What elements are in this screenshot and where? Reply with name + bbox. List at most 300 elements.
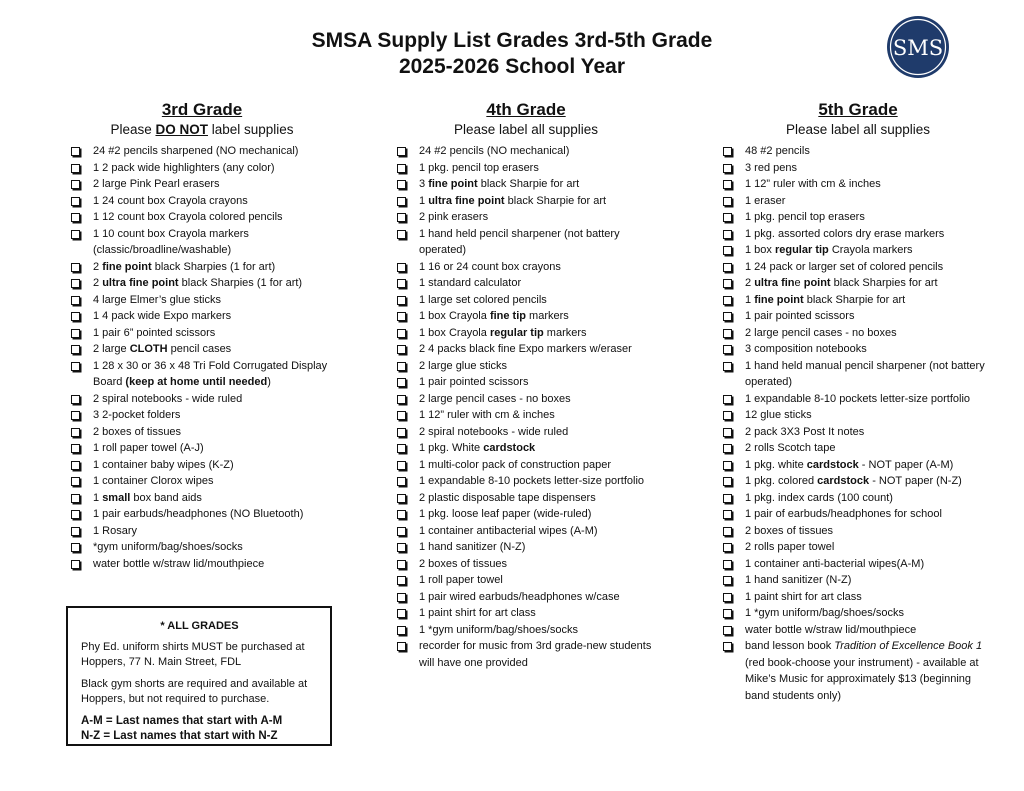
supply-item-bold: regular tip: [489, 326, 544, 339]
grade-5-title: 5th Grade: [818, 100, 898, 119]
supply-item: [396, 374, 656, 391]
checkbox-icon: [723, 164, 732, 173]
checkbox-icon: [397, 411, 406, 420]
grade-3-subtitle-post: label supplies: [207, 122, 294, 137]
grade-5-header: [722, 100, 994, 139]
supply-item: [70, 506, 334, 523]
checkbox-icon: [723, 444, 732, 453]
supply-item: [70, 440, 334, 457]
supply-item-post: black Sharpie for art: [477, 178, 580, 190]
school-logo-icon: [886, 15, 950, 79]
supply-item-bold: cardstock: [817, 475, 870, 487]
checkbox-icon: [723, 279, 732, 288]
checkbox-icon: [71, 411, 80, 420]
checkbox-icon: [723, 626, 732, 635]
checkbox-icon: [397, 197, 406, 206]
checkbox-icon: [397, 296, 406, 305]
supply-item-text: 1 hand held pencil sharpener (not battery operated): [419, 227, 620, 256]
grade-4-column: [396, 100, 656, 671]
supply-item-text: 1 multi-color pack of construction paper: [419, 458, 611, 471]
supply-item-text: 1 expandable 8-10 pockets letter-size portfolio: [419, 475, 645, 487]
supply-item-text: 1 12” ruler with cm & inches: [419, 409, 555, 421]
supply-item: [722, 275, 994, 292]
supply-item: [722, 605, 994, 622]
checkbox-icon: [397, 378, 406, 387]
supply-item-post: Crayola markers: [828, 244, 913, 256]
supply-item-text: 1 pkg. pencil top erasers: [419, 161, 539, 174]
supply-item-text: 2 spiral notebooks - wide ruled: [419, 425, 569, 438]
checkbox-icon: [397, 279, 406, 288]
supply-item-text: 24 #2 pencils sharpened (NO mechanical): [93, 145, 299, 157]
supply-item: [722, 209, 994, 226]
supply-item-text: 1 24 count box Crayola crayons: [93, 194, 248, 207]
checkbox-icon: [71, 428, 80, 437]
supply-item-text: 1 10 count box Crayola markers (classic/broadline/washable): [93, 227, 249, 256]
checkbox-icon: [397, 543, 406, 552]
supply-item: [396, 143, 656, 160]
supply-item: [722, 325, 994, 342]
supply-item-text: 1 roll paper towel: [419, 574, 503, 586]
supply-item: [396, 358, 656, 375]
supply-item-text: 1 12” ruler with cm & inches: [745, 178, 881, 190]
supply-item-text: *gym uniform/bag/shoes/socks: [93, 541, 243, 553]
checkbox-icon: [397, 560, 406, 569]
supply-item-text: recorder for music from 3rd grade-new students will have one provided: [419, 640, 652, 669]
checkbox-icon: [723, 411, 732, 420]
checkbox-icon: [397, 362, 406, 371]
checkbox-icon: [397, 494, 406, 503]
supply-item-bold: fine point: [754, 293, 804, 306]
supply-item-text: 1 pair of earbuds/headphones for school: [745, 508, 942, 520]
supply-item: [722, 292, 994, 309]
supply-item-bold: fine point: [428, 178, 478, 190]
supply-item: [722, 407, 994, 424]
supply-item-text: water bottle w/straw lid/mouthpiece: [745, 623, 917, 636]
supply-item-text: 1 16 or 24 count box crayons: [419, 260, 561, 273]
supply-item: [722, 440, 994, 457]
supply-item: [396, 407, 656, 424]
checkbox-icon: [71, 560, 80, 569]
checkbox-icon: [723, 197, 732, 206]
notes-gym-shorts: Black gym shorts are required and available at Hoppers, but not required to purchase.: [81, 678, 308, 705]
supply-item-text: 1 container Clorox wipes: [93, 475, 214, 487]
supply-item: [396, 292, 656, 309]
supply-item: [70, 391, 334, 408]
supply-item-pre: 1 pkg. white: [745, 458, 807, 471]
supply-item: [70, 424, 334, 441]
supply-item-post: black Sharpies (1 for art): [151, 260, 276, 273]
supply-item-text: 1 container antibacterial wipes (A-M): [419, 524, 598, 537]
supply-item-text: 48 #2 pencils: [745, 145, 810, 157]
checkbox-icon: [71, 345, 80, 354]
supply-item: [70, 143, 334, 160]
grade-3-subtitle-emphasis: DO NOT: [155, 122, 208, 137]
supply-item-text: 1 *gym uniform/bag/shoes/socks: [745, 607, 904, 619]
checkbox-icon: [71, 312, 80, 321]
supply-item-text: 1 paint shirt for art class: [419, 607, 536, 619]
supply-item-text: 2 spiral notebooks - wide ruled: [93, 392, 243, 405]
checkbox-icon: [723, 329, 732, 338]
supply-item-text: 1 roll paper towel (A-J): [93, 442, 204, 454]
supply-item: [396, 440, 656, 457]
supply-item: [396, 490, 656, 507]
checkbox-icon: [71, 329, 80, 338]
supply-item-text: 1 hand sanitizer (N-Z): [745, 574, 852, 586]
supply-item-text: 1 pair earbuds/headphones (NO Bluetooth): [93, 508, 304, 520]
supply-item: [70, 358, 334, 391]
checkbox-icon: [397, 263, 406, 272]
supply-item-text: 1 pair 6” pointed scissors: [93, 326, 216, 339]
supply-item: [70, 325, 334, 342]
supply-item: [722, 523, 994, 540]
supply-item-text: 1 eraser: [745, 194, 786, 207]
supply-item: [70, 523, 334, 540]
title-line-1: SMSA Supply List Grades 3rd-5th Grade: [311, 29, 713, 52]
supply-item-pre: 2 large: [93, 343, 130, 355]
supply-item-bold: fine point: [102, 260, 152, 273]
supply-item-bold: ultra fin: [754, 277, 795, 289]
supply-item: [70, 209, 334, 226]
checkbox-icon: [397, 527, 406, 536]
checkbox-icon: [723, 477, 732, 486]
checkbox-icon: [723, 576, 732, 585]
supply-item-text: 1 12 count box Crayola colored pencils: [93, 211, 283, 223]
supply-item: [396, 275, 656, 292]
checkbox-icon: [71, 230, 80, 239]
checkbox-icon: [71, 461, 80, 470]
supply-item: [722, 589, 994, 606]
supply-item-text: 2 large Pink Pearl erasers: [93, 178, 220, 190]
title-line-2: 2025-2026 School Year: [398, 55, 626, 78]
supply-item-post: ): [267, 376, 271, 388]
supply-item-text: 1 pkg. assorted colors dry erase markers: [745, 227, 945, 240]
supply-item-text: 1 pkg. index cards (100 count): [745, 491, 893, 504]
checkbox-icon: [397, 444, 406, 453]
supply-item-text: 2 boxes of tissues: [93, 425, 182, 438]
supply-item: [396, 605, 656, 622]
logo-text: SMS: [892, 36, 944, 60]
supply-item-text: 3 red pens: [745, 161, 797, 174]
supply-item-text: 2 large pencil cases - no boxes: [745, 326, 897, 339]
supply-item-pre: 1 box Crayola: [419, 310, 490, 322]
checkbox-icon: [723, 296, 732, 305]
supply-item: [722, 473, 994, 490]
supply-item: [70, 275, 334, 292]
supply-item: [722, 424, 994, 441]
supply-item: [70, 259, 334, 276]
supply-item: [722, 176, 994, 193]
checkbox-icon: [397, 230, 406, 239]
supply-item-pre: 1 pkg. colored: [745, 475, 818, 487]
checkbox-icon: [723, 395, 732, 404]
checkbox-icon: [397, 510, 406, 519]
checkbox-icon: [397, 345, 406, 354]
supply-item-text: 12 glue sticks: [745, 409, 812, 421]
supply-item: [70, 176, 334, 193]
supply-item-text: 2 large glue sticks: [419, 359, 508, 372]
supply-item: [70, 308, 334, 325]
supply-item: [70, 539, 334, 556]
supply-item-pre: 1: [419, 194, 429, 207]
checkbox-icon: [723, 642, 732, 651]
supply-item-bold2: point: [803, 277, 831, 289]
checkbox-icon: [723, 593, 732, 602]
supply-item-bold: ultra fine point: [428, 194, 505, 207]
supply-item: [722, 341, 994, 358]
checkbox-icon: [723, 560, 732, 569]
supply-item: [722, 556, 994, 573]
supply-item: [396, 259, 656, 276]
supply-item-text: 1 container baby wipes (K-Z): [93, 458, 234, 471]
supply-item-text: 1 pkg. loose leaf paper (wide-ruled): [419, 508, 592, 520]
checkbox-icon: [397, 609, 406, 618]
supply-item-text: 1 standard calculator: [419, 277, 522, 289]
supply-item: [722, 160, 994, 177]
checkbox-icon: [71, 543, 80, 552]
supply-item: [396, 160, 656, 177]
checkbox-icon: [397, 213, 406, 222]
checkbox-icon: [397, 593, 406, 602]
supply-item-bold: (keep at home until needed: [125, 376, 268, 388]
supply-item-text: 2 boxes of tissues: [419, 557, 508, 570]
grade-3-title: 3rd Grade: [161, 100, 243, 119]
supply-item-post: - NOT paper (N-Z): [869, 475, 962, 487]
supply-item-text: 1 pair pointed scissors: [745, 310, 855, 322]
supply-item-text: 1 paint shirt for art class: [745, 590, 862, 603]
supply-item-text: 1 container anti-bacterial wipes(A-M): [745, 557, 925, 570]
supply-item-post: pencil cases: [167, 343, 232, 355]
grade-5-column: [722, 100, 994, 704]
supply-item: [70, 341, 334, 358]
checkbox-icon: [397, 461, 406, 470]
supply-item-post: black Sharpies (1 for art): [178, 277, 303, 289]
checkbox-icon: [71, 510, 80, 519]
supply-item-text: 2 pack 3X3 Post It notes: [745, 425, 865, 438]
supply-item-pre: 3: [419, 178, 429, 190]
supply-item-post: black Sharpie for art: [504, 194, 607, 207]
checkbox-icon: [723, 345, 732, 354]
supply-item: [722, 572, 994, 589]
supply-item-post: black Sharpie for art: [803, 293, 906, 306]
supply-item-text: 1 Rosary: [93, 524, 138, 537]
checkbox-icon: [397, 428, 406, 437]
supply-item-bold: small: [102, 491, 131, 504]
supply-item: [396, 424, 656, 441]
notes-title: * ALL GRADES: [160, 620, 239, 632]
supply-item-pre: 1: [93, 491, 103, 504]
grade-4-header: [396, 100, 656, 139]
supply-item-pre: 2: [93, 260, 103, 273]
checkbox-icon: [723, 428, 732, 437]
supply-item: [70, 490, 334, 507]
grade-3-subtitle-pre: Please: [110, 122, 156, 137]
supply-item: [722, 490, 994, 507]
supply-item-text: 3 2-pocket folders: [93, 409, 181, 421]
grade-3-header: [70, 100, 334, 139]
checkbox-icon: [723, 543, 732, 552]
checkbox-icon: [397, 626, 406, 635]
supply-item: [722, 143, 994, 160]
checkbox-icon: [723, 312, 732, 321]
notes-key-n-z: N-Z = Last names that start with N-Z: [81, 729, 278, 742]
checkbox-icon: [723, 510, 732, 519]
supply-item: [722, 226, 994, 243]
supply-item-bold: ultra fine point: [102, 277, 179, 289]
checkbox-icon: [397, 477, 406, 486]
supply-item: [722, 193, 994, 210]
supply-item: [722, 308, 994, 325]
all-grades-notes-box: [66, 606, 332, 746]
supply-item-bold: CLOTH: [129, 343, 168, 355]
supply-item: [70, 292, 334, 309]
supply-item: [396, 325, 656, 342]
grade-3-supply-list: [70, 143, 334, 572]
checkbox-icon: [397, 329, 406, 338]
supply-item-text: 2 boxes of tissues: [745, 524, 834, 537]
grade-3-column: [70, 100, 334, 572]
supply-item-text: 1 pair wired earbuds/headphones w/case: [419, 590, 620, 603]
checkbox-icon: [723, 461, 732, 470]
supply-item: [396, 523, 656, 540]
supply-item-text: 1 hand held manual pencil sharpener (not battery operated): [745, 359, 985, 388]
supply-item: [70, 160, 334, 177]
supply-item-bold: cardstock: [483, 442, 536, 454]
supply-item-bold: fine tip: [489, 310, 526, 322]
supply-item: [396, 308, 656, 325]
checkbox-icon: [723, 609, 732, 618]
checkbox-icon: [723, 147, 732, 156]
supply-item: [396, 638, 656, 671]
supply-item: [722, 638, 994, 704]
supply-item-post: box band aids: [130, 491, 202, 504]
notes-uniform-shirts: Phy Ed. uniform shirts MUST be purchased at Hoppers, 77 N. Main Street, FDL: [81, 641, 305, 668]
supply-item-text: 1 4 pack wide Expo markers: [93, 310, 232, 322]
supply-item: [722, 358, 994, 391]
checkbox-icon: [71, 180, 80, 189]
supply-item-pre: 1 box: [745, 244, 775, 256]
supply-item: [396, 622, 656, 639]
supply-item-text: 1 24 pack or larger set of colored pencils: [745, 260, 944, 273]
supply-item-text: 1 pair pointed scissors: [419, 376, 529, 388]
supply-item: [722, 622, 994, 639]
checkbox-icon: [723, 263, 732, 272]
grade-5-supply-list: [722, 143, 994, 704]
supply-item: [722, 506, 994, 523]
checkbox-icon: [71, 263, 80, 272]
supply-item-text: 1 2 pack wide highlighters (any color): [93, 161, 275, 174]
supply-item-text: 1 large set colored pencils: [419, 293, 547, 306]
supply-item: [70, 473, 334, 490]
checkbox-icon: [397, 312, 406, 321]
supply-item-text: 3 composition notebooks: [745, 343, 867, 355]
notes-key-a-m: A-M = Last names that start with A-M: [81, 715, 283, 727]
supply-item-pre: 2: [93, 277, 103, 289]
supply-item-text: 1 pkg. pencil top erasers: [745, 211, 865, 223]
supply-item: [396, 226, 656, 259]
supply-item: [722, 391, 994, 408]
supply-item: [70, 407, 334, 424]
checkbox-icon: [723, 180, 732, 189]
supply-item: [396, 589, 656, 606]
checkbox-icon: [723, 527, 732, 536]
checkbox-icon: [397, 164, 406, 173]
supply-item-post: - NOT paper (A-M): [858, 458, 954, 471]
supply-item-text: 1 hand sanitizer (N-Z): [419, 541, 526, 553]
supply-item-text: 24 #2 pencils (NO mechanical): [419, 145, 570, 157]
checkbox-icon: [71, 395, 80, 404]
supply-item-text: water bottle w/straw lid/mouthpiece: [93, 557, 265, 570]
supply-item-post: markers: [543, 326, 587, 339]
checkbox-icon: [71, 527, 80, 536]
grade-4-subtitle: Please label all supplies: [453, 122, 599, 137]
checkbox-icon: [71, 164, 80, 173]
supply-item-post: markers: [526, 310, 569, 322]
supply-item: [396, 556, 656, 573]
checkbox-icon: [723, 362, 732, 371]
checkbox-icon: [397, 180, 406, 189]
supply-item: [722, 259, 994, 276]
checkbox-icon: [723, 213, 732, 222]
supply-item: [396, 572, 656, 589]
supply-item: [722, 242, 994, 259]
supply-item-italic: Tradition of Excellence Book 1: [834, 640, 983, 652]
grade-4-supply-list: [396, 143, 656, 671]
supply-item-post: (red book-choose your instrument) - available at Mike’s Music for approximately $13 (beginning band students only): [745, 656, 979, 702]
supply-item-post: e: [794, 277, 804, 289]
supply-item-text: 4 large Elmer’s glue sticks: [93, 293, 221, 306]
supply-item-post-rest: black Sharpies for art: [830, 277, 938, 289]
supply-item-text: 1 *gym uniform/bag/shoes/socks: [419, 623, 578, 636]
grade-5-subtitle: Please label all supplies: [785, 122, 931, 137]
grade-4-title: 4th Grade: [486, 100, 566, 119]
grade-3-subtitle: [70, 121, 334, 139]
supply-item: [396, 539, 656, 556]
supply-item: [70, 226, 334, 259]
supply-item-bold: cardstock: [806, 458, 859, 471]
checkbox-icon: [71, 444, 80, 453]
checkbox-icon: [71, 477, 80, 486]
supply-item-text: 2 pink erasers: [419, 211, 489, 223]
supply-item-pre: 1 28 x 30 or 36 x 48 Tri Fold Corrugated Display Board: [93, 359, 328, 388]
supply-item-pre: 1 box Crayola: [419, 326, 490, 339]
supply-item-pre: 1 pkg. White: [419, 442, 484, 454]
checkbox-icon: [397, 395, 406, 404]
checkbox-icon: [71, 362, 80, 371]
supply-item: [70, 556, 334, 573]
supply-item: [722, 539, 994, 556]
supply-item-pre: 1: [745, 293, 755, 306]
supply-item-text: 2 large pencil cases - no boxes: [419, 392, 571, 405]
checkbox-icon: [723, 246, 732, 255]
checkbox-icon: [397, 642, 406, 651]
supply-item: [396, 391, 656, 408]
checkbox-icon: [71, 197, 80, 206]
supply-item: [722, 457, 994, 474]
supply-item: [396, 193, 656, 210]
supply-item: [396, 506, 656, 523]
checkbox-icon: [71, 147, 80, 156]
checkbox-icon: [71, 296, 80, 305]
checkbox-icon: [397, 147, 406, 156]
supply-item-text: 2 rolls Scotch tape: [745, 442, 836, 454]
supply-item: [396, 341, 656, 358]
supply-item-bold: regular tip: [774, 244, 829, 256]
supply-item-text: 2 plastic disposable tape dispensers: [419, 491, 596, 504]
supply-item: [396, 209, 656, 226]
checkbox-icon: [723, 230, 732, 239]
supply-item: [396, 176, 656, 193]
checkbox-icon: [71, 213, 80, 222]
